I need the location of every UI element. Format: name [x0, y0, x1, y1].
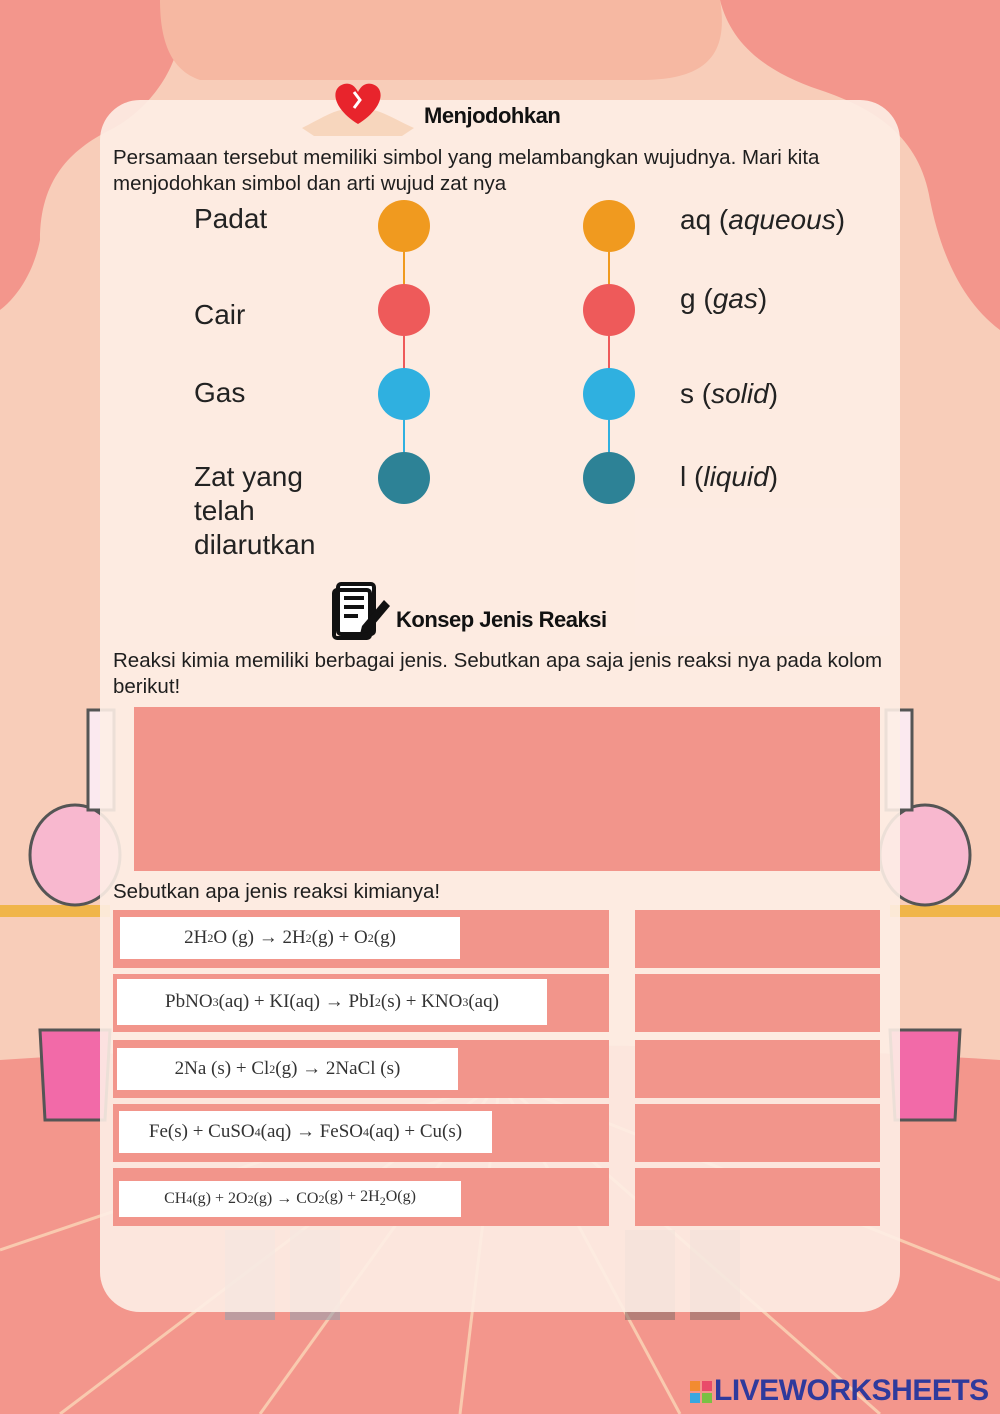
match-dot-left-3[interactable] — [378, 368, 430, 420]
match-dot-right-2[interactable] — [583, 284, 635, 336]
hands-heart-icon — [302, 78, 414, 138]
connector-line — [403, 252, 405, 286]
eq-sub: 2 — [318, 1191, 325, 1206]
eq-part: (aq) → FeSO — [260, 1121, 364, 1142]
matching-instruction: Persamaan tersebut memiliki simbol yang melambangkan wujudnya. Mari kita menjodohkan simbol dan arti wujud zat nya — [113, 146, 820, 195]
section-title-matching: Menjodohkan — [424, 103, 561, 128]
right-item-g: g (gas) — [680, 283, 768, 314]
eq-part: Fe(s) + CuSO — [148, 1121, 255, 1142]
meaning: aqueous — [728, 204, 836, 235]
left-item-padat: Padat — [194, 203, 268, 234]
meaning: solid — [711, 378, 769, 409]
equation-2 — [117, 979, 547, 1025]
eq-part: (g) + 2O — [192, 1190, 248, 1207]
eq-sub: 2 — [207, 930, 214, 945]
match-dot-right-4[interactable] — [583, 452, 635, 504]
answer-field-3[interactable] — [635, 1040, 880, 1098]
eq-sub: 3 — [462, 994, 469, 1009]
match-dot-right-1[interactable] — [583, 200, 635, 252]
match-dot-left-1[interactable] — [378, 200, 430, 252]
reaction-question: Sebutkan apa jenis reaksi kimianya! — [113, 880, 441, 903]
eq-sub: 2 — [247, 1191, 254, 1206]
connector-line — [608, 420, 610, 454]
symbol: l — [680, 461, 687, 492]
connector-line — [403, 420, 405, 454]
connector-line — [608, 336, 610, 370]
eq-part: PbNO — [165, 991, 213, 1012]
document-edit-icon — [332, 580, 392, 640]
eq-part: 2Na (s) + Cl — [174, 1058, 270, 1079]
reaction-types-instruction: Reaksi kimia memiliki berbagai jenis. Sebutkan apa saja jenis reaksi nya pada kolom berikut! — [113, 649, 883, 698]
section-title-reaction-types: Konsep Jenis Reaksi — [396, 607, 607, 632]
eq-part: (aq) + Cu(s) — [369, 1121, 463, 1142]
match-dot-left-4[interactable] — [378, 452, 430, 504]
eq-part: (g) → CO — [253, 1190, 319, 1207]
equation-4 — [119, 1111, 492, 1153]
meaning: liquid — [703, 461, 769, 492]
connector-line — [608, 252, 610, 286]
liveworksheets-mark-icon — [690, 1381, 712, 1403]
answer-field-1[interactable] — [635, 910, 880, 968]
eq-sub: 3 — [212, 994, 219, 1009]
eq-sub: 2 — [374, 994, 381, 1009]
right-item-aq: aq (aqueous) — [680, 204, 846, 235]
equation-5 — [119, 1181, 461, 1217]
answer-field-5[interactable] — [635, 1168, 880, 1226]
answer-field-2[interactable] — [635, 974, 880, 1032]
eq-sub: 4 — [363, 1124, 370, 1139]
left-item-dissolved: Zat yang telah dilarutkan — [194, 461, 316, 560]
right-item-l: l (liquid) — [680, 461, 779, 492]
eq-sub: 2 — [269, 1061, 276, 1076]
match-dot-left-2[interactable] — [378, 284, 430, 336]
reaction-types-answer-field[interactable] — [134, 707, 880, 871]
eq-part: $(g) + 2H_2O(g)$ — [324, 1188, 416, 1209]
logo-text: LIVEWORKSHEETS — [714, 1374, 989, 1407]
eq-sub: 2 — [305, 930, 312, 945]
eq-sub: 2 — [367, 930, 374, 945]
match-dot-right-3[interactable] — [583, 368, 635, 420]
eq-part: (g) — [373, 927, 396, 948]
equation-3 — [117, 1048, 458, 1090]
eq-part: (g) → 2NaCl (s) — [275, 1058, 401, 1079]
eq-sub: 4 — [186, 1191, 193, 1206]
eq-part: (s) + KNO — [380, 991, 463, 1012]
left-item-cair: Cair — [194, 299, 246, 330]
symbol: g — [680, 283, 696, 314]
eq-part: (g) + O — [311, 927, 368, 948]
symbol: s — [680, 378, 694, 409]
eq-part: 2H — [184, 927, 208, 948]
symbol: aq — [680, 204, 712, 235]
equation-1 — [120, 917, 460, 959]
eq-part: (aq) — [468, 991, 499, 1012]
connector-line — [403, 336, 405, 370]
left-item-gas: Gas — [194, 377, 246, 408]
answer-field-4[interactable] — [635, 1104, 880, 1162]
eq-part: O (g) → 2H — [213, 927, 306, 948]
eq-part: CH — [164, 1190, 187, 1207]
right-item-s: s (solid) — [680, 378, 779, 409]
meaning: gas — [712, 283, 758, 314]
eq-sub: 4 — [254, 1124, 261, 1139]
eq-part: (aq) + KI(aq) → PbI — [218, 991, 375, 1012]
liveworksheets-logo — [690, 1374, 989, 1408]
